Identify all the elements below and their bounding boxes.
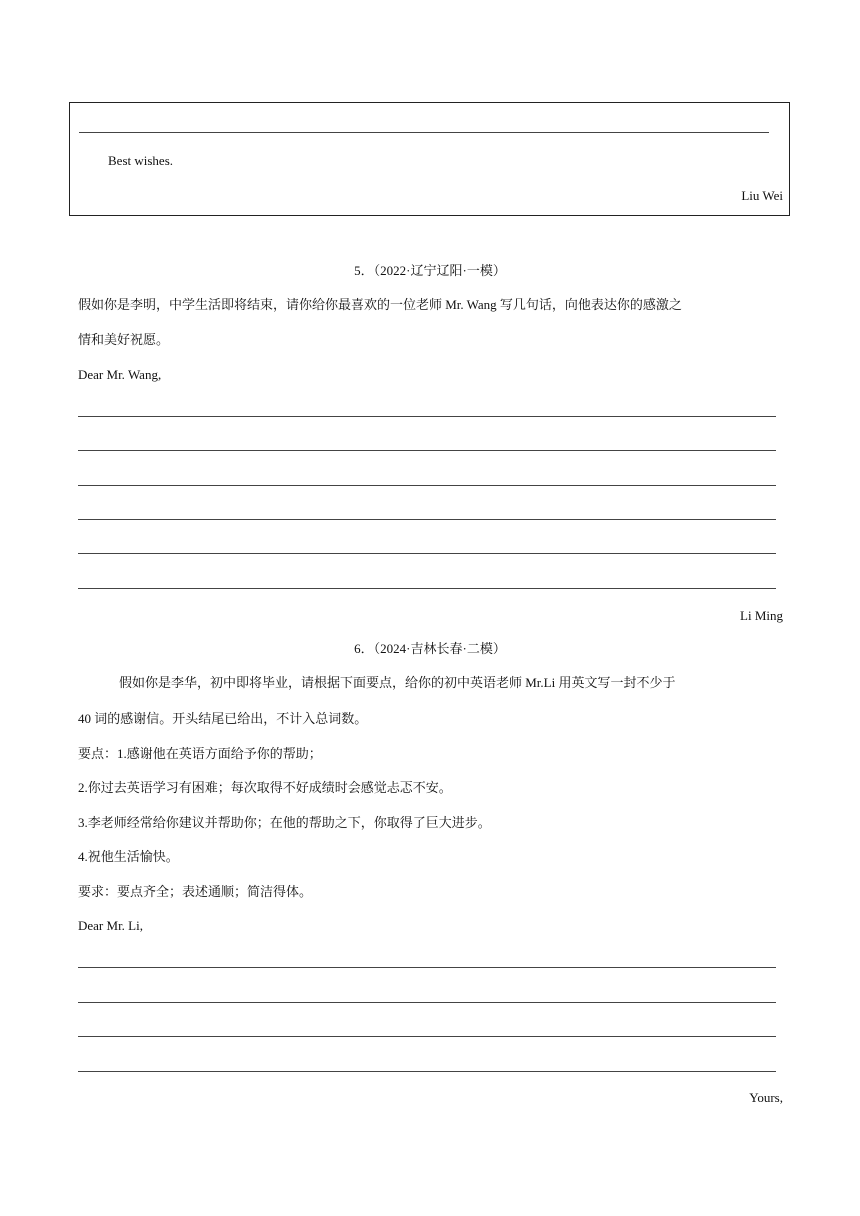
question-5-prompt-line-2: 情和美好祝愿。	[78, 332, 170, 347]
writing-line	[78, 450, 776, 451]
question-5-header: 5．（2022·辽宁辽阳·一模）	[354, 263, 506, 278]
question-5-salutation: Dear Mr. Wang,	[78, 367, 162, 382]
question-6-point-4: 4.祝他生活愉快。	[78, 849, 179, 864]
writing-line	[78, 588, 776, 589]
answer-box	[69, 102, 790, 216]
writing-line	[78, 1002, 776, 1003]
question-6-header: 6．（2024·吉林长春·二模）	[354, 641, 506, 656]
writing-line	[78, 1036, 776, 1037]
question-6-point-1: 要点：1.感谢他在英语方面给予你的帮助；	[78, 746, 322, 761]
writing-line	[78, 967, 776, 968]
question-6-closing: Yours,	[749, 1090, 783, 1105]
question-6-salutation: Dear Mr. Li,	[78, 918, 143, 933]
question-6-point-2: 2.你过去英语学习有困难；每次取得不好成绩时会感觉忐忑不安。	[78, 780, 452, 795]
question-6-prompt-line-2: 40 词的感谢信。开头结尾已给出，不计入总词数。	[78, 711, 368, 726]
writing-line	[78, 519, 776, 520]
writing-line	[78, 1071, 776, 1072]
box-closing: Best wishes.	[108, 153, 173, 168]
writing-line	[79, 132, 769, 133]
question-6-requirements: 要求：要点齐全；表述通顺；简洁得体。	[78, 884, 313, 899]
question-5-signature: Li Ming	[740, 608, 783, 623]
box-signature: Liu Wei	[741, 188, 783, 203]
writing-line	[78, 485, 776, 486]
writing-line	[78, 416, 776, 417]
question-6-prompt-line-1: 假如你是李华，初中即将毕业，请根据下面要点，给你的初中英语老师 Mr.Li 用英文写一封不少于	[119, 675, 676, 690]
question-5-prompt-line-1: 假如你是李明，中学生活即将结束，请你给你最喜欢的一位老师 Mr. Wang 写几句话，向他表达你的感激之	[78, 297, 682, 312]
question-6-point-3: 3.李老师经常给你建议并帮助你；在他的帮助之下，你取得了巨大进步。	[78, 815, 491, 830]
writing-line	[78, 553, 776, 554]
